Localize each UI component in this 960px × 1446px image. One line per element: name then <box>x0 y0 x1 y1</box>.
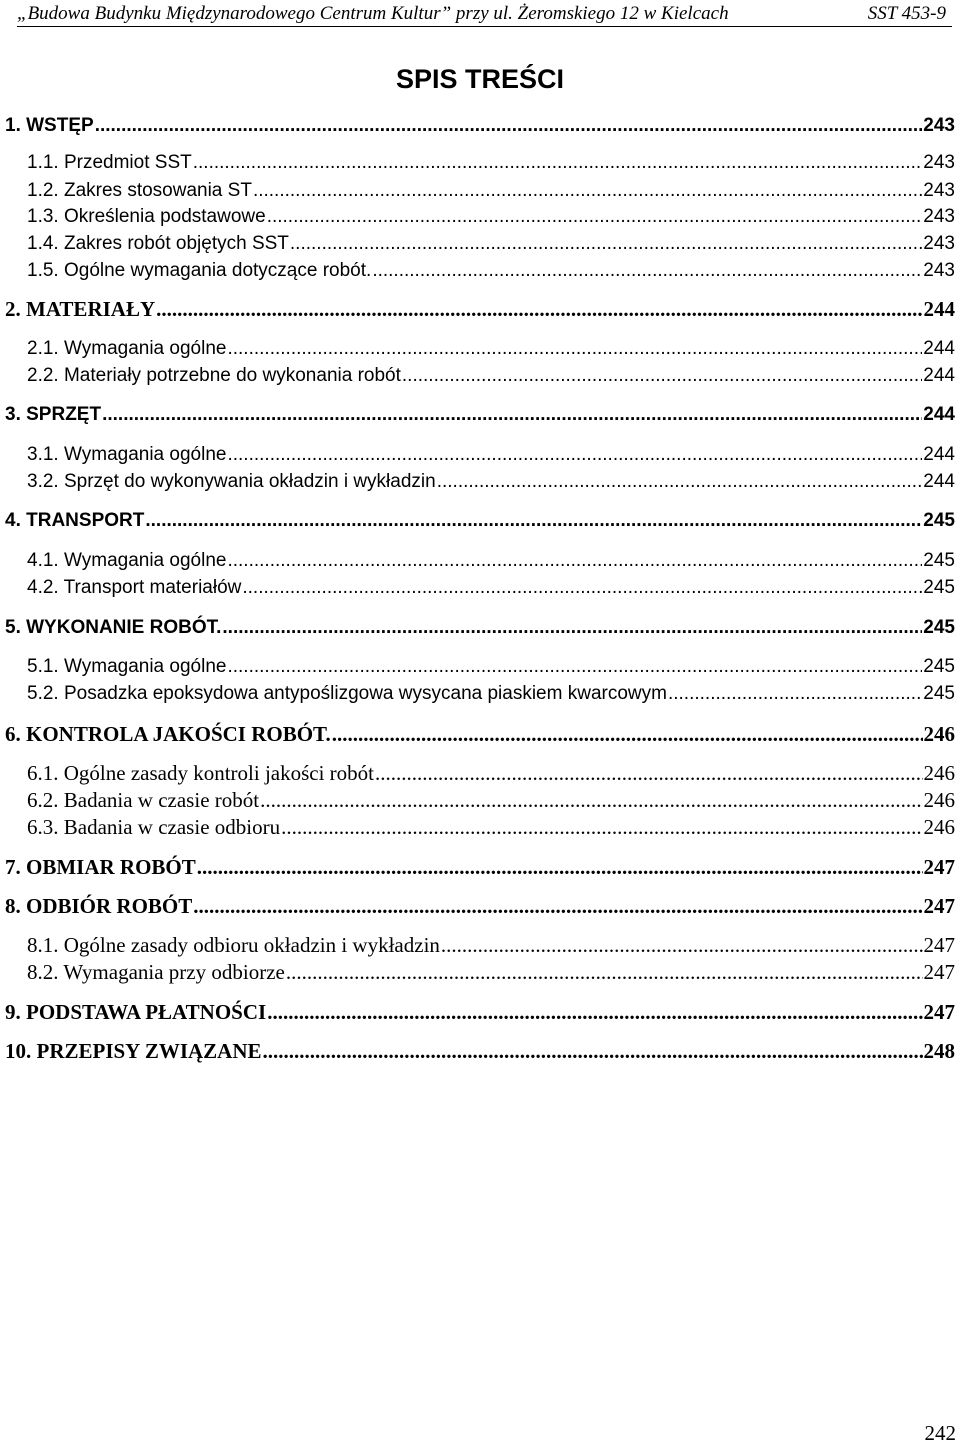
toc-entry-page-number: 243 <box>923 260 955 281</box>
dot-leader <box>227 548 922 574</box>
toc-entry-page-number: 247 <box>923 1000 955 1024</box>
toc-section-entry[interactable] <box>0 204 960 230</box>
toc-entry-label: 3.1. Wymagania ogólne <box>27 444 227 465</box>
dot-leader <box>102 402 922 428</box>
dot-leader <box>375 760 922 786</box>
toc-entry-label: 4. TRANSPORT <box>5 510 145 531</box>
toc-entry-page-number: 246 <box>923 815 955 839</box>
toc-chapter-entry[interactable] <box>0 854 960 880</box>
toc-entry-page-number: 247 <box>923 933 955 957</box>
dot-leader <box>372 258 922 284</box>
toc-entry-label: 1.3. Określenia podstawowe <box>27 206 266 227</box>
toc-entry-page-number: 245 <box>923 510 955 531</box>
dot-leader <box>222 615 922 641</box>
toc-entry-label: 5.2. Posadzka epoksydowa antypoślizgowa wysycana piaskiem kwarcowym <box>27 683 667 704</box>
toc-entry-page-number: 243 <box>923 180 955 201</box>
dot-leader <box>286 959 923 985</box>
toc-entry-label: 8. ODBIÓR ROBÓT <box>5 894 193 918</box>
toc-entry-label: 10. PRZEPISY ZWIĄZANE <box>5 1039 262 1063</box>
dot-leader <box>332 721 923 747</box>
toc-entry-page-number: 247 <box>923 894 955 918</box>
toc-chapter-entry[interactable] <box>0 402 960 428</box>
toc-entry-label: 5. WYKONANIE ROBÓT. <box>5 617 222 638</box>
toc-entry-page-number: 245 <box>923 683 955 704</box>
dot-leader <box>267 999 922 1025</box>
toc-entry-label: 2.2. Materiały potrzebne do wykonania robót <box>27 365 401 386</box>
toc-section-entry[interactable] <box>0 681 960 707</box>
toc-section-entry[interactable] <box>0 469 960 495</box>
page-title: SPIS TREŚCI <box>395 64 565 94</box>
toc-entry-page-number: 247 <box>923 855 955 879</box>
toc-chapter-entry[interactable] <box>0 508 960 534</box>
toc-section-entry[interactable] <box>0 654 960 680</box>
toc-entry-page-number: 245 <box>923 617 955 638</box>
toc-chapter-entry[interactable] <box>0 999 960 1025</box>
header-title: „Budowa Budynku Międzynarodowego Centrum Kultur” przy ul. Żeromskiego 12 w Kielcach <box>17 3 729 24</box>
toc-entry-label: 9. PODSTAWA PŁATNOŚCI <box>5 1000 267 1024</box>
toc-entry-page-number: 244 <box>923 404 955 425</box>
toc-section-entry[interactable] <box>0 231 960 257</box>
toc-section-entry[interactable] <box>0 548 960 574</box>
toc-entry-page-number: 243 <box>923 115 955 136</box>
toc-section-entry[interactable] <box>0 787 960 813</box>
dot-leader <box>227 654 922 680</box>
toc-entry-page-number: 244 <box>923 471 955 492</box>
toc-entry-label: 2.1. Wymagania ogólne <box>27 338 227 359</box>
dot-leader <box>95 113 923 139</box>
toc-section-entry[interactable] <box>0 150 960 176</box>
dot-leader <box>242 575 922 601</box>
toc-entry-label: 6. KONTROLA JAKOŚCI ROBÓT. <box>5 722 331 746</box>
toc-entry-label: 3.2. Sprzęt do wykonywania okładzin i wykładzin <box>27 471 436 492</box>
toc-entry-label: 4.1. Wymagania ogólne <box>27 550 227 571</box>
toc-entry-label: 6.3. Badania w czasie odbioru <box>27 815 281 839</box>
dot-leader <box>290 231 922 257</box>
dot-leader <box>263 1038 923 1064</box>
toc-entry-label: 1. WSTĘP <box>5 115 94 136</box>
dot-leader <box>227 336 922 362</box>
toc-entry-page-number: 244 <box>923 297 955 321</box>
toc-section-entry[interactable] <box>0 575 960 601</box>
toc-section-entry[interactable] <box>0 959 960 985</box>
toc-section-entry[interactable] <box>0 336 960 362</box>
toc-section-entry[interactable] <box>0 760 960 786</box>
toc-entry-page-number: 246 <box>923 722 955 746</box>
toc-section-entry[interactable] <box>0 932 960 958</box>
dot-leader <box>281 814 922 840</box>
toc-entry-page-number: 245 <box>923 656 955 677</box>
dot-leader <box>197 854 923 880</box>
toc-chapter-entry[interactable] <box>0 296 960 322</box>
toc-entry-page-number: 245 <box>923 577 955 598</box>
toc-entry-page-number: 243 <box>923 152 955 173</box>
dot-leader <box>260 787 922 813</box>
toc-entry-page-number: 244 <box>923 365 955 386</box>
dot-leader <box>193 150 923 176</box>
dot-leader <box>437 469 923 495</box>
toc-entry-page-number: 245 <box>923 550 955 571</box>
toc-entry-label: 2. MATERIAŁY <box>5 297 156 321</box>
dot-leader <box>227 442 922 468</box>
toc-chapter-entry[interactable] <box>0 721 960 747</box>
toc-entry-page-number: 248 <box>923 1039 955 1063</box>
toc-chapter-entry[interactable] <box>0 1038 960 1064</box>
toc-section-entry[interactable] <box>0 814 960 840</box>
toc-entry-page-number: 244 <box>923 444 955 465</box>
toc-entry-page-number: 247 <box>923 960 955 984</box>
toc-entry-label: 8.1. Ogólne zasady odbioru okładzin i wykładzin <box>27 933 440 957</box>
dot-leader <box>253 178 922 204</box>
toc-entry-label: 6.1. Ogólne zasady kontroli jakości robót <box>27 761 375 785</box>
toc-entry-page-number: 244 <box>923 338 955 359</box>
toc-entry-label: 1.4. Zakres robót objętych SST <box>27 233 289 254</box>
toc-chapter-entry[interactable] <box>0 615 960 641</box>
toc-chapter-entry[interactable] <box>0 113 960 139</box>
toc-entry-page-number: 246 <box>923 788 955 812</box>
toc-chapter-entry[interactable] <box>0 893 960 919</box>
toc-entry-label: 4.2. Transport materiałów <box>27 577 242 598</box>
toc-entry-label: 5.1. Wymagania ogólne <box>27 656 227 677</box>
dot-leader <box>156 296 922 322</box>
dot-leader <box>402 363 922 389</box>
toc-entry-label: 7. OBMIAR ROBÓT <box>5 855 196 879</box>
dot-leader <box>668 681 922 707</box>
toc-entry-page-number: 246 <box>923 761 955 785</box>
page-number: 242 <box>924 1421 956 1445</box>
dot-leader <box>441 932 923 958</box>
dot-leader <box>193 893 922 919</box>
toc-entry-page-number: 243 <box>923 233 955 254</box>
toc-entry-label: 3. SPRZĘT <box>5 404 102 425</box>
toc-entry-label: 6.2. Badania w czasie robót <box>27 788 260 812</box>
toc-section-entry[interactable] <box>0 178 960 204</box>
toc-section-entry[interactable] <box>0 258 960 284</box>
toc-entry-page-number: 243 <box>923 206 955 227</box>
toc-section-entry[interactable] <box>0 442 960 468</box>
toc-entry-label: 8.2. Wymagania przy odbiorze <box>27 960 285 984</box>
toc-entry-label: 1.1. Przedmiot SST <box>27 152 192 173</box>
toc-section-entry[interactable] <box>0 363 960 389</box>
header-document-code: SST 453-9 <box>867 3 946 24</box>
toc-entry-label: 1.5. Ogólne wymagania dotyczące robót. <box>27 260 372 281</box>
toc-entry-label: 1.2. Zakres stosowania ST <box>27 180 252 201</box>
dot-leader <box>267 204 923 230</box>
dot-leader <box>145 508 922 534</box>
